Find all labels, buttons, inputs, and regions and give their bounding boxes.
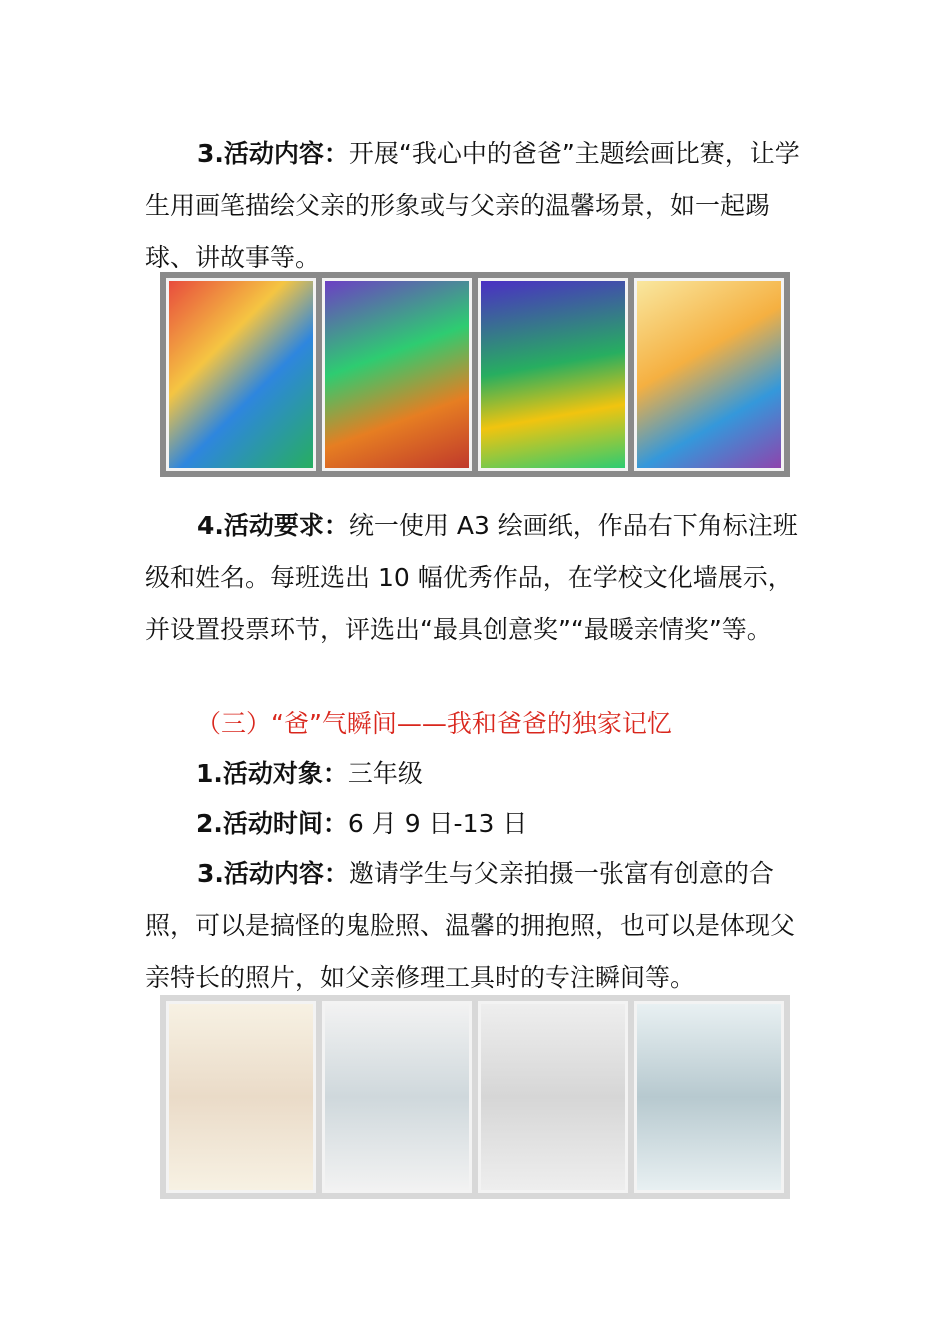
target-value: 三年级: [347, 759, 423, 788]
drawing-1: [166, 278, 316, 471]
photo-content-paragraph: [145, 848, 805, 1004]
photo-panel-1: [166, 1001, 316, 1193]
drawing-4: [634, 278, 784, 471]
drawing-contest-paragraph: [145, 128, 805, 284]
requirement-label: 4.活动要求：: [197, 511, 349, 540]
time-line: [196, 798, 527, 850]
requirement-paragraph: [145, 500, 805, 656]
drawing-3: [478, 278, 628, 471]
drawing-2: [322, 278, 472, 471]
requirement-text: 统一使用 A3 绘画纸，作品右下角标注班级和姓名。每班选出 10 幅优秀作品，在学校文化墙展示，并设置投票环节，评选出“最具创意奖”“最暖亲情奖”等。: [145, 511, 798, 644]
photo-content-text: 邀请学生与父亲拍摄一张富有创意的合照，可以是搞怪的鬼脸照、温馨的拥抱照，也可以是体现父亲特长的照片，如父亲修理工具时的专注瞬间等。: [145, 859, 796, 992]
father-child-photos: [160, 995, 790, 1199]
time-value: 6 月 9 日-13 日: [347, 809, 528, 838]
target-line: [196, 748, 423, 800]
target-label: 1.活动对象：: [196, 759, 348, 788]
photo-panel-4: [634, 1001, 784, 1193]
time-label: 2.活动时间：: [196, 809, 348, 838]
photo-panel-3: [478, 1001, 628, 1193]
section3-heading: （三）“爸”气瞬间——我和爸爸的独家记忆: [196, 709, 672, 738]
photo-content-label: 3.活动内容：: [197, 859, 349, 888]
children-drawings-photo: [160, 272, 790, 477]
contest-content-label: 3.活动内容：: [197, 139, 349, 168]
contest-content-text: 开展“我心中的爸爸”主题绘画比赛，让学生用画笔描绘父亲的形象或与父亲的温馨场景，如一起踢球、讲故事等。: [145, 139, 800, 272]
photo-panel-2: [322, 1001, 472, 1193]
